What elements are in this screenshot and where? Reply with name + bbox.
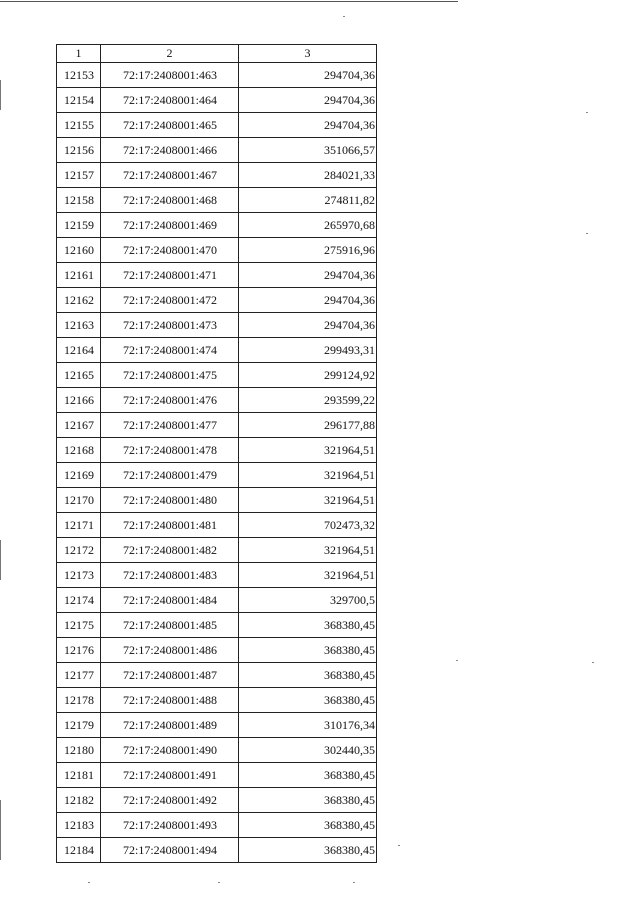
header-cell: 1 xyxy=(57,45,101,63)
cadastral-number-cell: 72:17:2408001:488 xyxy=(101,688,239,713)
cadastral-number-cell: 72:17:2408001:483 xyxy=(101,563,239,588)
value-cell: 296177,88 xyxy=(239,413,377,438)
row-number-cell: 12174 xyxy=(57,588,101,613)
cadastral-number-cell: 72:17:2408001:482 xyxy=(101,538,239,563)
table-row xyxy=(57,313,377,338)
value-cell: 368380,45 xyxy=(239,813,377,838)
cadastral-number-cell: 72:17:2408001:471 xyxy=(101,263,239,288)
cadastral-number-cell: 72:17:2408001:487 xyxy=(101,663,239,688)
table-row xyxy=(57,713,377,738)
row-number-cell: 12170 xyxy=(57,488,101,513)
row-number-cell: 12166 xyxy=(57,388,101,413)
table-row xyxy=(57,763,377,788)
table-row xyxy=(57,363,377,388)
table-row xyxy=(57,288,377,313)
table-row xyxy=(57,113,377,138)
left-scan-edge xyxy=(0,80,1,110)
value-cell: 368380,45 xyxy=(239,763,377,788)
value-cell: 265970,68 xyxy=(239,213,377,238)
value-cell: 368380,45 xyxy=(239,638,377,663)
cadastral-number-cell: 72:17:2408001:492 xyxy=(101,788,239,813)
table-row xyxy=(57,463,377,488)
table-row xyxy=(57,588,377,613)
cadastral-number-cell: 72:17:2408001:477 xyxy=(101,413,239,438)
row-number-cell: 12155 xyxy=(57,113,101,138)
value-cell: 294704,36 xyxy=(239,63,377,88)
value-cell: 321964,51 xyxy=(239,488,377,513)
table-row xyxy=(57,63,377,88)
value-cell: 293599,22 xyxy=(239,388,377,413)
value-cell: 368380,45 xyxy=(239,613,377,638)
row-number-cell: 12179 xyxy=(57,713,101,738)
value-cell: 329700,5 xyxy=(239,588,377,613)
row-number-cell: 12156 xyxy=(57,138,101,163)
row-number-cell: 12181 xyxy=(57,763,101,788)
row-number-cell: 12173 xyxy=(57,563,101,588)
row-number-cell: 12161 xyxy=(57,263,101,288)
table-row xyxy=(57,488,377,513)
value-cell: 274811,82 xyxy=(239,188,377,213)
row-number-cell: 12162 xyxy=(57,288,101,313)
value-cell: 299493,31 xyxy=(239,338,377,363)
cadastral-number-cell: 72:17:2408001:493 xyxy=(101,813,239,838)
cadastral-number-cell: 72:17:2408001:478 xyxy=(101,438,239,463)
row-number-cell: 12167 xyxy=(57,413,101,438)
value-cell: 368380,45 xyxy=(239,663,377,688)
table-row xyxy=(57,338,377,363)
cadastral-number-cell: 72:17:2408001:494 xyxy=(101,838,239,863)
row-number-cell: 12165 xyxy=(57,363,101,388)
cadastral-number-cell: 72:17:2408001:484 xyxy=(101,588,239,613)
row-number-cell: 12177 xyxy=(57,663,101,688)
table-row xyxy=(57,263,377,288)
cadastral-number-cell: 72:17:2408001:467 xyxy=(101,163,239,188)
table-row xyxy=(57,238,377,263)
table-row xyxy=(57,138,377,163)
table-row xyxy=(57,213,377,238)
cadastral-number-cell: 72:17:2408001:486 xyxy=(101,638,239,663)
value-cell: 321964,51 xyxy=(239,538,377,563)
row-number-cell: 12171 xyxy=(57,513,101,538)
header-cell: 2 xyxy=(101,45,239,63)
row-number-cell: 12178 xyxy=(57,688,101,713)
table-row xyxy=(57,513,377,538)
top-scan-rule xyxy=(0,1,458,2)
table-row xyxy=(57,838,377,863)
cadastral-number-cell: 72:17:2408001:491 xyxy=(101,763,239,788)
table-row xyxy=(57,613,377,638)
row-number-cell: 12158 xyxy=(57,188,101,213)
value-cell: 321964,51 xyxy=(239,563,377,588)
row-number-cell: 12183 xyxy=(57,813,101,838)
row-number-cell: 12180 xyxy=(57,738,101,763)
cadastral-number-cell: 72:17:2408001:481 xyxy=(101,513,239,538)
value-cell: 351066,57 xyxy=(239,138,377,163)
scan-speck xyxy=(88,882,90,883)
row-number-cell: 12172 xyxy=(57,538,101,563)
scan-speck xyxy=(353,882,355,883)
cadastral-number-cell: 72:17:2408001:490 xyxy=(101,738,239,763)
scan-speck xyxy=(398,845,400,846)
left-scan-edge xyxy=(0,540,1,580)
cadastral-number-cell: 72:17:2408001:479 xyxy=(101,463,239,488)
value-cell: 299124,92 xyxy=(239,363,377,388)
table-row xyxy=(57,638,377,663)
row-number-cell: 12157 xyxy=(57,163,101,188)
row-number-cell: 12176 xyxy=(57,638,101,663)
cadastral-number-cell: 72:17:2408001:489 xyxy=(101,713,239,738)
value-cell: 368380,45 xyxy=(239,788,377,813)
table-row xyxy=(57,413,377,438)
value-cell: 310176,34 xyxy=(239,713,377,738)
cadastral-number-cell: 72:17:2408001:469 xyxy=(101,213,239,238)
cadastral-number-cell: 72:17:2408001:468 xyxy=(101,188,239,213)
row-number-cell: 12182 xyxy=(57,788,101,813)
table-row xyxy=(57,788,377,813)
value-cell: 294704,36 xyxy=(239,288,377,313)
value-cell: 294704,36 xyxy=(239,113,377,138)
left-scan-edge xyxy=(0,800,1,860)
table-row xyxy=(57,813,377,838)
cadastral-registry-table xyxy=(56,44,377,863)
row-number-cell: 12175 xyxy=(57,613,101,638)
value-cell: 294704,36 xyxy=(239,313,377,338)
cadastral-number-cell: 72:17:2408001:470 xyxy=(101,238,239,263)
table-row xyxy=(57,688,377,713)
table-row xyxy=(57,388,377,413)
table-row xyxy=(57,663,377,688)
table-row xyxy=(57,188,377,213)
value-cell: 368380,45 xyxy=(239,688,377,713)
value-cell: 702473,32 xyxy=(239,513,377,538)
value-cell: 321964,51 xyxy=(239,463,377,488)
row-number-cell: 12160 xyxy=(57,238,101,263)
table-row xyxy=(57,88,377,113)
cadastral-number-cell: 72:17:2408001:476 xyxy=(101,388,239,413)
value-cell: 275916,96 xyxy=(239,238,377,263)
row-number-cell: 12163 xyxy=(57,313,101,338)
cadastral-number-cell: 72:17:2408001:473 xyxy=(101,313,239,338)
cadastral-number-cell: 72:17:2408001:466 xyxy=(101,138,239,163)
cadastral-number-cell: 72:17:2408001:480 xyxy=(101,488,239,513)
table-row xyxy=(57,438,377,463)
scan-speck xyxy=(586,112,588,113)
scan-speck xyxy=(586,233,588,234)
value-cell: 284021,33 xyxy=(239,163,377,188)
cadastral-number-cell: 72:17:2408001:464 xyxy=(101,88,239,113)
row-number-cell: 12153 xyxy=(57,63,101,88)
table-row xyxy=(57,538,377,563)
value-cell: 294704,36 xyxy=(239,88,377,113)
value-cell: 368380,45 xyxy=(239,838,377,863)
row-number-cell: 12164 xyxy=(57,338,101,363)
cadastral-number-cell: 72:17:2408001:485 xyxy=(101,613,239,638)
scan-speck xyxy=(218,882,220,883)
header-cell: 3 xyxy=(239,45,377,63)
value-cell: 294704,36 xyxy=(239,263,377,288)
value-cell: 302440,35 xyxy=(239,738,377,763)
scan-speck xyxy=(343,16,345,17)
table-row xyxy=(57,563,377,588)
table-row xyxy=(57,163,377,188)
cadastral-number-cell: 72:17:2408001:472 xyxy=(101,288,239,313)
row-number-cell: 12168 xyxy=(57,438,101,463)
row-number-cell: 12159 xyxy=(57,213,101,238)
cadastral-number-cell: 72:17:2408001:465 xyxy=(101,113,239,138)
header-row xyxy=(57,45,377,63)
cadastral-number-cell: 72:17:2408001:474 xyxy=(101,338,239,363)
table-row xyxy=(57,738,377,763)
cadastral-number-cell: 72:17:2408001:463 xyxy=(101,63,239,88)
row-number-cell: 12169 xyxy=(57,463,101,488)
scan-speck xyxy=(592,662,594,663)
row-number-cell: 12184 xyxy=(57,838,101,863)
scan-speck xyxy=(456,660,458,661)
row-number-cell: 12154 xyxy=(57,88,101,113)
cadastral-number-cell: 72:17:2408001:475 xyxy=(101,363,239,388)
value-cell: 321964,51 xyxy=(239,438,377,463)
